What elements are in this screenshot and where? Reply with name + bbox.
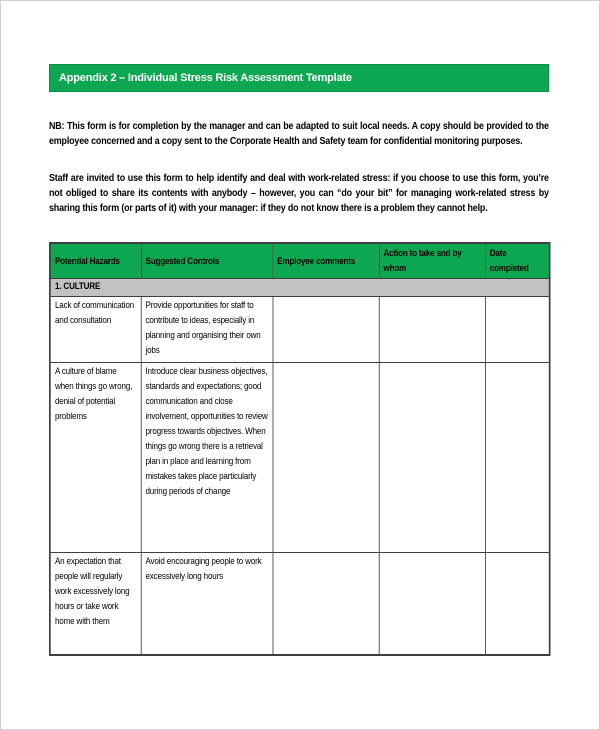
date-completed-cell[interactable] [485, 297, 550, 363]
col-header-date-completed: Date completed [485, 243, 550, 279]
table-row [50, 363, 550, 553]
table-row [50, 297, 550, 363]
col-header-potential-hazards: Potential Hazards [50, 243, 141, 279]
col-header-action: Action to take and by whom [379, 243, 485, 279]
intro-note-nb: NB: This form is for completion by the manager and can be adapted to suit local needs. A copy should be provided to the employee concerned and a copy sent to the Corporate Health and Safety team for confidential monitoring purposes. [49, 120, 549, 147]
hazard-cell: An expectation that people will regularly work excessively long hours or take work home with them [50, 553, 141, 655]
employee-comments-cell[interactable] [273, 297, 379, 363]
control-cell: Provide opportunities for staff to contribute to ideas, especially in planning and organising their own jobs [141, 297, 273, 363]
col-header-suggested-controls: Suggested Controls [141, 243, 273, 279]
section-title: 1. CULTURE [50, 279, 550, 297]
action-cell[interactable] [379, 363, 485, 553]
table-header-row [50, 243, 550, 279]
intro-note-staff: Staff are invited to use this form to help identify and deal with work-related stress: if you choose to use this form, you’re not obliged to share its contents with anybody – however, you can “do your bit” for managing work-related stress by sharing this form (or parts of it) with your manager: if they do not know there is a problem they cannot help. [49, 172, 549, 214]
control-cell: Avoid encouraging people to work excessively long hours [141, 553, 273, 655]
table-row [50, 553, 550, 655]
section-row-culture [50, 279, 550, 297]
hazard-cell: A culture of blame when things go wrong, denial of potential problems [50, 363, 141, 553]
document-title: Appendix 2 – Individual Stress Risk Assessment Template [59, 72, 352, 84]
risk-assessment-table [49, 242, 551, 656]
date-completed-cell[interactable] [485, 553, 550, 655]
control-cell: Introduce clear business objectives, standards and expectations; good communication and close involvement, opportunities to review progress towards objectives. When things go wrong there is a retrieval plan in place and learning from mistakes takes place particularly during periods of change [141, 363, 273, 553]
hazard-cell: Lack of communication and consultation [50, 297, 141, 363]
employee-comments-cell[interactable] [273, 553, 379, 655]
action-cell[interactable] [379, 297, 485, 363]
col-header-employee-comments: Employee comments [273, 243, 379, 279]
document-title-bar [49, 64, 549, 92]
employee-comments-cell[interactable] [273, 363, 379, 553]
date-completed-cell[interactable] [485, 363, 550, 553]
action-cell[interactable] [379, 553, 485, 655]
